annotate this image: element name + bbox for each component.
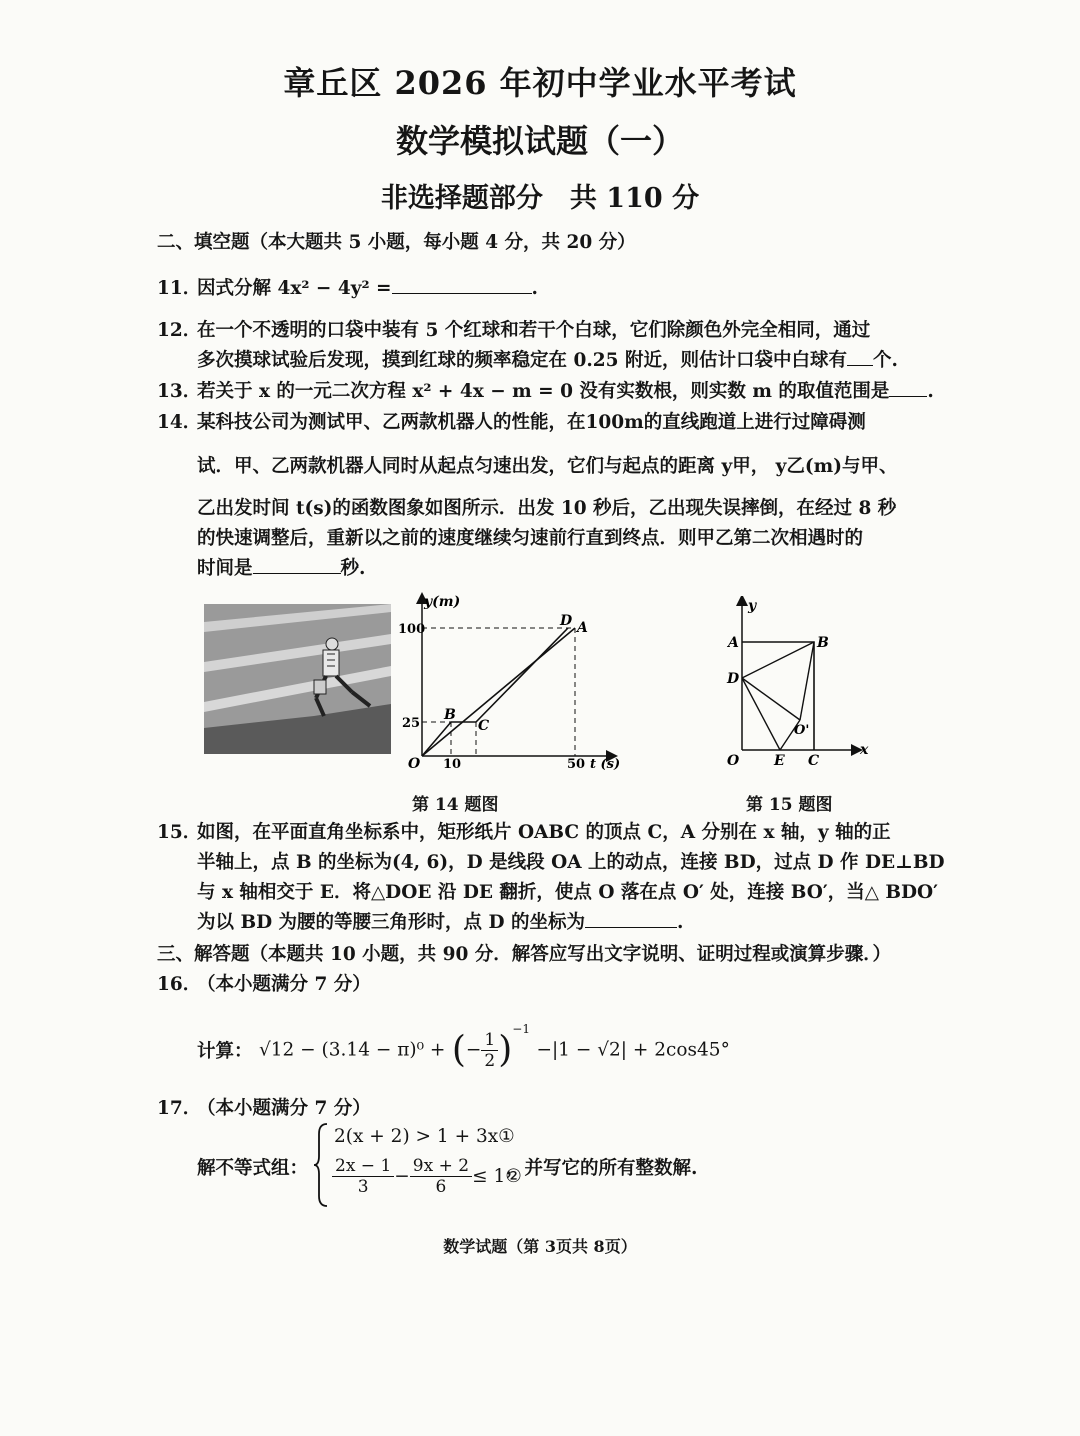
answer-blank[interactable] [392,275,532,294]
question-14-line4: 的快速调整后，重新以之前的速度继续匀速前行直到终点．则甲乙第二次相遇时的 [197,528,864,549]
point-a: A [728,635,739,651]
question-number: 11． [157,278,202,299]
line-a [422,628,575,756]
page-footer: 数学试题（第 3页共 8页） [443,1237,637,1256]
question-12-line1: 12．在一个不透明的口袋中装有 5 个红球和若干个白球，它们除颜色外完全相同，通过 [157,316,870,342]
point-b: B [817,635,829,651]
question-15-line3: 与 x 轴相交于 E．将△DOE 沿 DE 翻折，使点 O 落在点 O′ 处，连接 BO′，当△ BDO′ [197,882,939,903]
point-o-prime: O' [794,723,810,738]
question-14-line3: 乙出发时间 t(s)的函数图象如图所示．出发 10 秒后，乙出现失误摔倒，在经过 8 秒 [197,498,897,519]
inequality-2: $\frac{2x - 1}{3}$ − $\frac{9x + 2}{6}$ ≤ 1② [332,1156,522,1197]
question-17-label: 解不等式组： [197,1158,309,1179]
t-axis-label: t (s) [590,757,621,772]
point-c: C [478,718,490,734]
x-axis-label: x [860,742,869,758]
question-number: 13． [157,381,202,402]
y-axis-label: y [748,598,757,614]
part3-heading: 三、解答题（本题共 10 小题，共 90 分．解答应写出文字说明、证明过程或演算步骤．） [157,944,892,965]
question-11: 11．因式分解 4x² − 4y² = . [157,274,538,300]
answer-blank[interactable] [253,555,341,574]
point-d: D [560,613,573,629]
question-14-line1: 14．某科技公司为测试甲、乙两款机器人的性能，在100m的直线跑道上进行过障碍测 [157,408,866,434]
fraction-one-half: $\frac{1}{2}$ [481,1030,498,1071]
point-e: E [774,753,785,769]
point-b: B [444,707,456,723]
question-13: 13．若关于 x 的一元二次方程 x² + 4x − m = 0 没有实数根，则实数 m 的取值范围是 . [157,377,934,403]
question-text: 因式分解 4x² − 4y² = [197,278,392,299]
point-c: C [808,753,820,769]
question-15-line4: 为以 BD 为腰的等腰三角形时，点 D 的坐标为 . [197,908,683,934]
figure-14-graph [392,592,632,772]
point-a: A [577,620,588,636]
question-17-header: 17．（本小题满分 7 分） [157,1094,371,1120]
tick-10: 10 [443,757,462,772]
question-12-line2: 多次摸球试验后发现，摸到红球的频率稳定在 0.25 附近，则估计口袋中白球有 个. [197,346,898,372]
answer-blank[interactable] [889,378,927,397]
figure-15-diagram [722,596,872,772]
answer-blank[interactable] [847,347,873,366]
question-number: 12． [157,320,202,341]
section-title: 非选择题部分 共 110 分 [380,183,700,214]
point-d: D [727,671,740,687]
robot-photo [204,604,391,754]
question-15-line2: 半轴上，点 B 的坐标为(4, 6)，D 是线段 OA 上的动点，连接 BD，过点 D 作 DE⊥BD [197,852,945,873]
inequality-1: 2(x + 2) > 1 + 3x① [334,1126,515,1147]
question-17-tail: ，并写它的所有整数解. [506,1158,698,1179]
figure-14-caption: 第 14 题图 [412,795,499,815]
part2-heading: 二、填空题（本大题共 5 小题，每小题 4 分，共 20 分） [157,232,636,253]
answer-blank[interactable] [585,909,677,928]
question-number: 16． [157,974,202,995]
question-14-line5: 时间是 秒. [197,554,365,580]
system-brace [314,1122,330,1208]
tick-100: 100 [398,622,426,637]
y-axis-label: y(m) [424,594,461,610]
question-16-expression: 计算： √12 − (3.14 − π)⁰ + (− $\frac{1}{2}$ )$^{-1}$ −|1 − √2| + 2cos45° [197,1022,730,1071]
tick-50: 50 [567,757,586,772]
point-o: O [727,753,740,769]
origin-label: O [408,756,421,772]
figure-15-caption: 第 15 题图 [746,795,833,815]
question-number: 15． [157,822,202,843]
question-15-line1: 15．如图，在平面直角坐标系中，矩形纸片 OABC 的顶点 C，A 分别在 x 轴，y 轴的正 [157,818,891,844]
exam-subtitle: 数学模拟试题（一） [395,122,684,160]
question-14-line2: 试．甲、乙两款机器人同时从起点匀速出发，它们与起点的距离 y甲， y乙(m)与甲、 [197,456,898,477]
exam-title: 章丘区 2026 年初中学业水平考试 [283,64,797,102]
question-number: 17． [157,1098,202,1119]
question-16-header: 16．（本小题满分 7 分） [157,970,371,996]
tick-25: 25 [402,716,421,731]
question-number: 14． [157,412,202,433]
